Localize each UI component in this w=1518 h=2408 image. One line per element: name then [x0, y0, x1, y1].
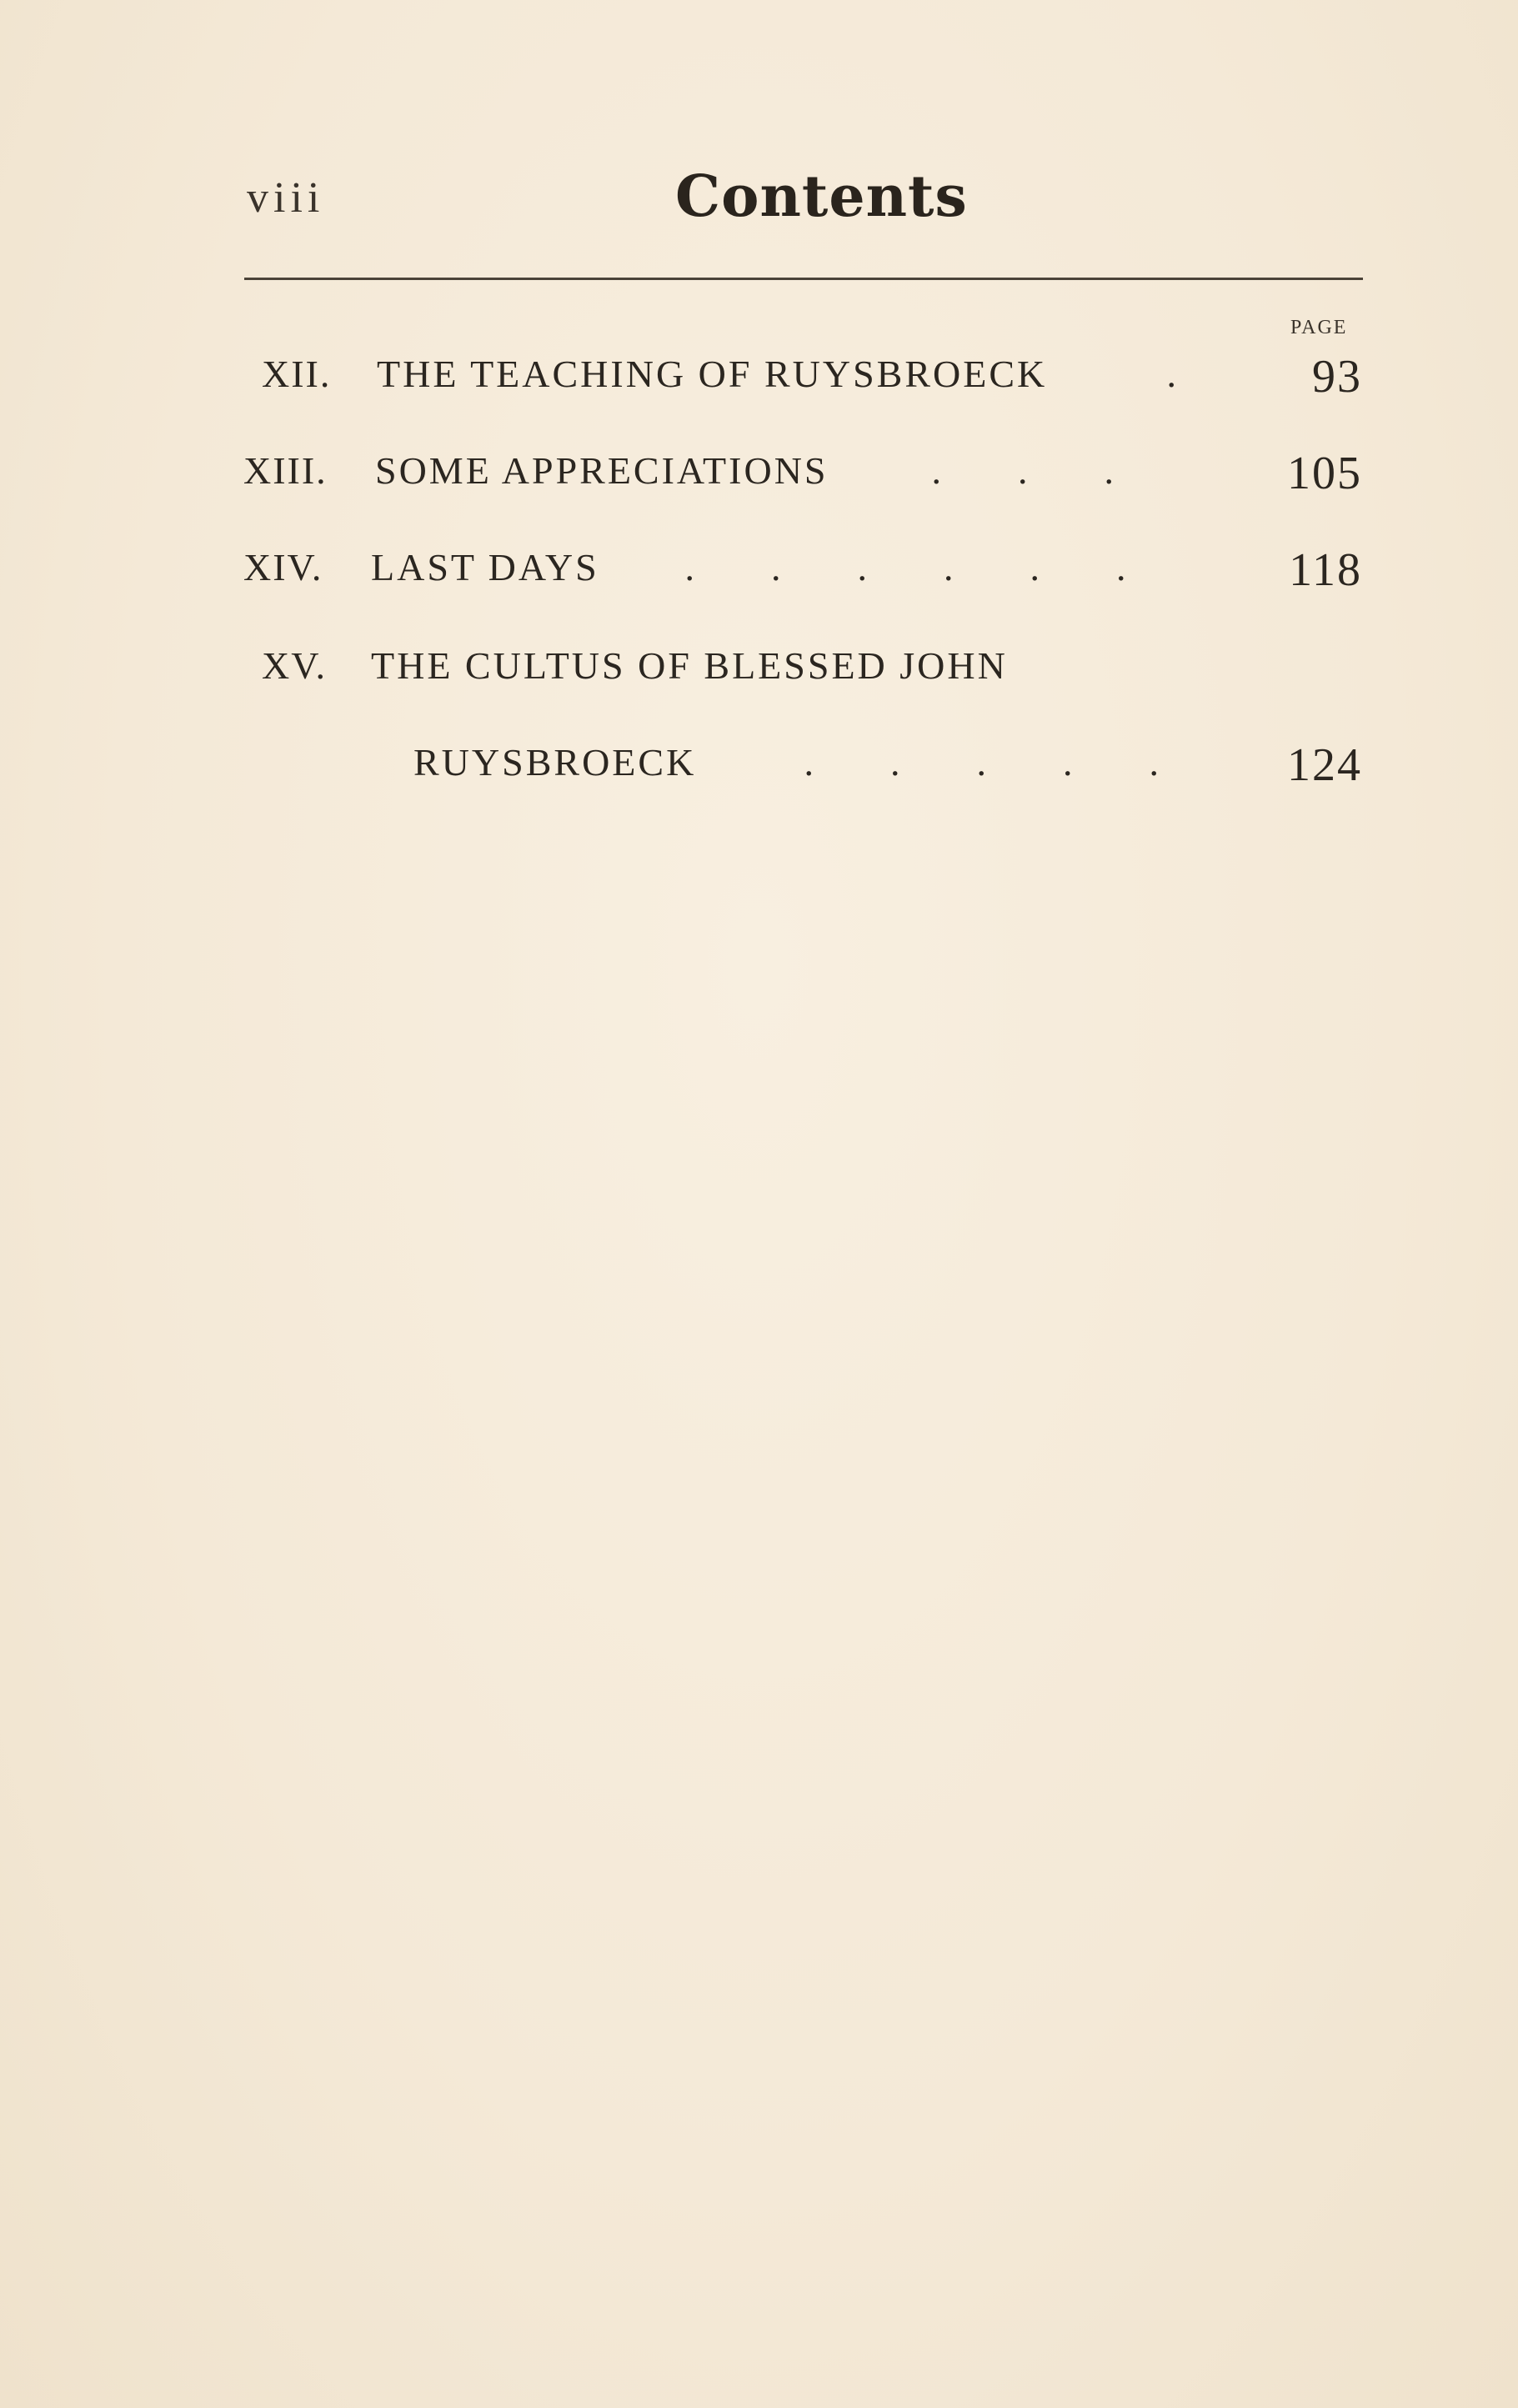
page-number: 118 [1289, 544, 1362, 596]
leader-dots: . . . . . [775, 741, 1159, 783]
chapter-title-continuation: RUYSBROECK [413, 741, 697, 783]
chapter-title: THE CULTUS OF BLESSED JOHN [371, 644, 1008, 687]
page-number: 105 [1287, 448, 1362, 499]
page-column-label: PAGE [1290, 317, 1348, 338]
chapter-number: XIII. [243, 449, 328, 492]
chapter-title: THE TEACHING OF RUYSBROECK [377, 353, 1048, 395]
leader-dots: . . . [922, 449, 1114, 492]
chapter-number: XIV. [243, 546, 323, 588]
running-head: Contents [675, 163, 968, 230]
chapter-number: XII. [262, 353, 332, 395]
leader-dots: . . . . . . [675, 546, 1126, 588]
chapter-number: XV. [262, 644, 328, 687]
page-number: 93 [1312, 351, 1362, 403]
page-folio: viii [247, 174, 325, 222]
chapter-title: LAST DAYS [371, 546, 599, 588]
leader-dots: . [1157, 353, 1176, 395]
chapter-title: SOME APPRECIATIONS [375, 449, 829, 492]
header-rule [244, 278, 1363, 280]
page-number: 124 [1287, 739, 1362, 791]
